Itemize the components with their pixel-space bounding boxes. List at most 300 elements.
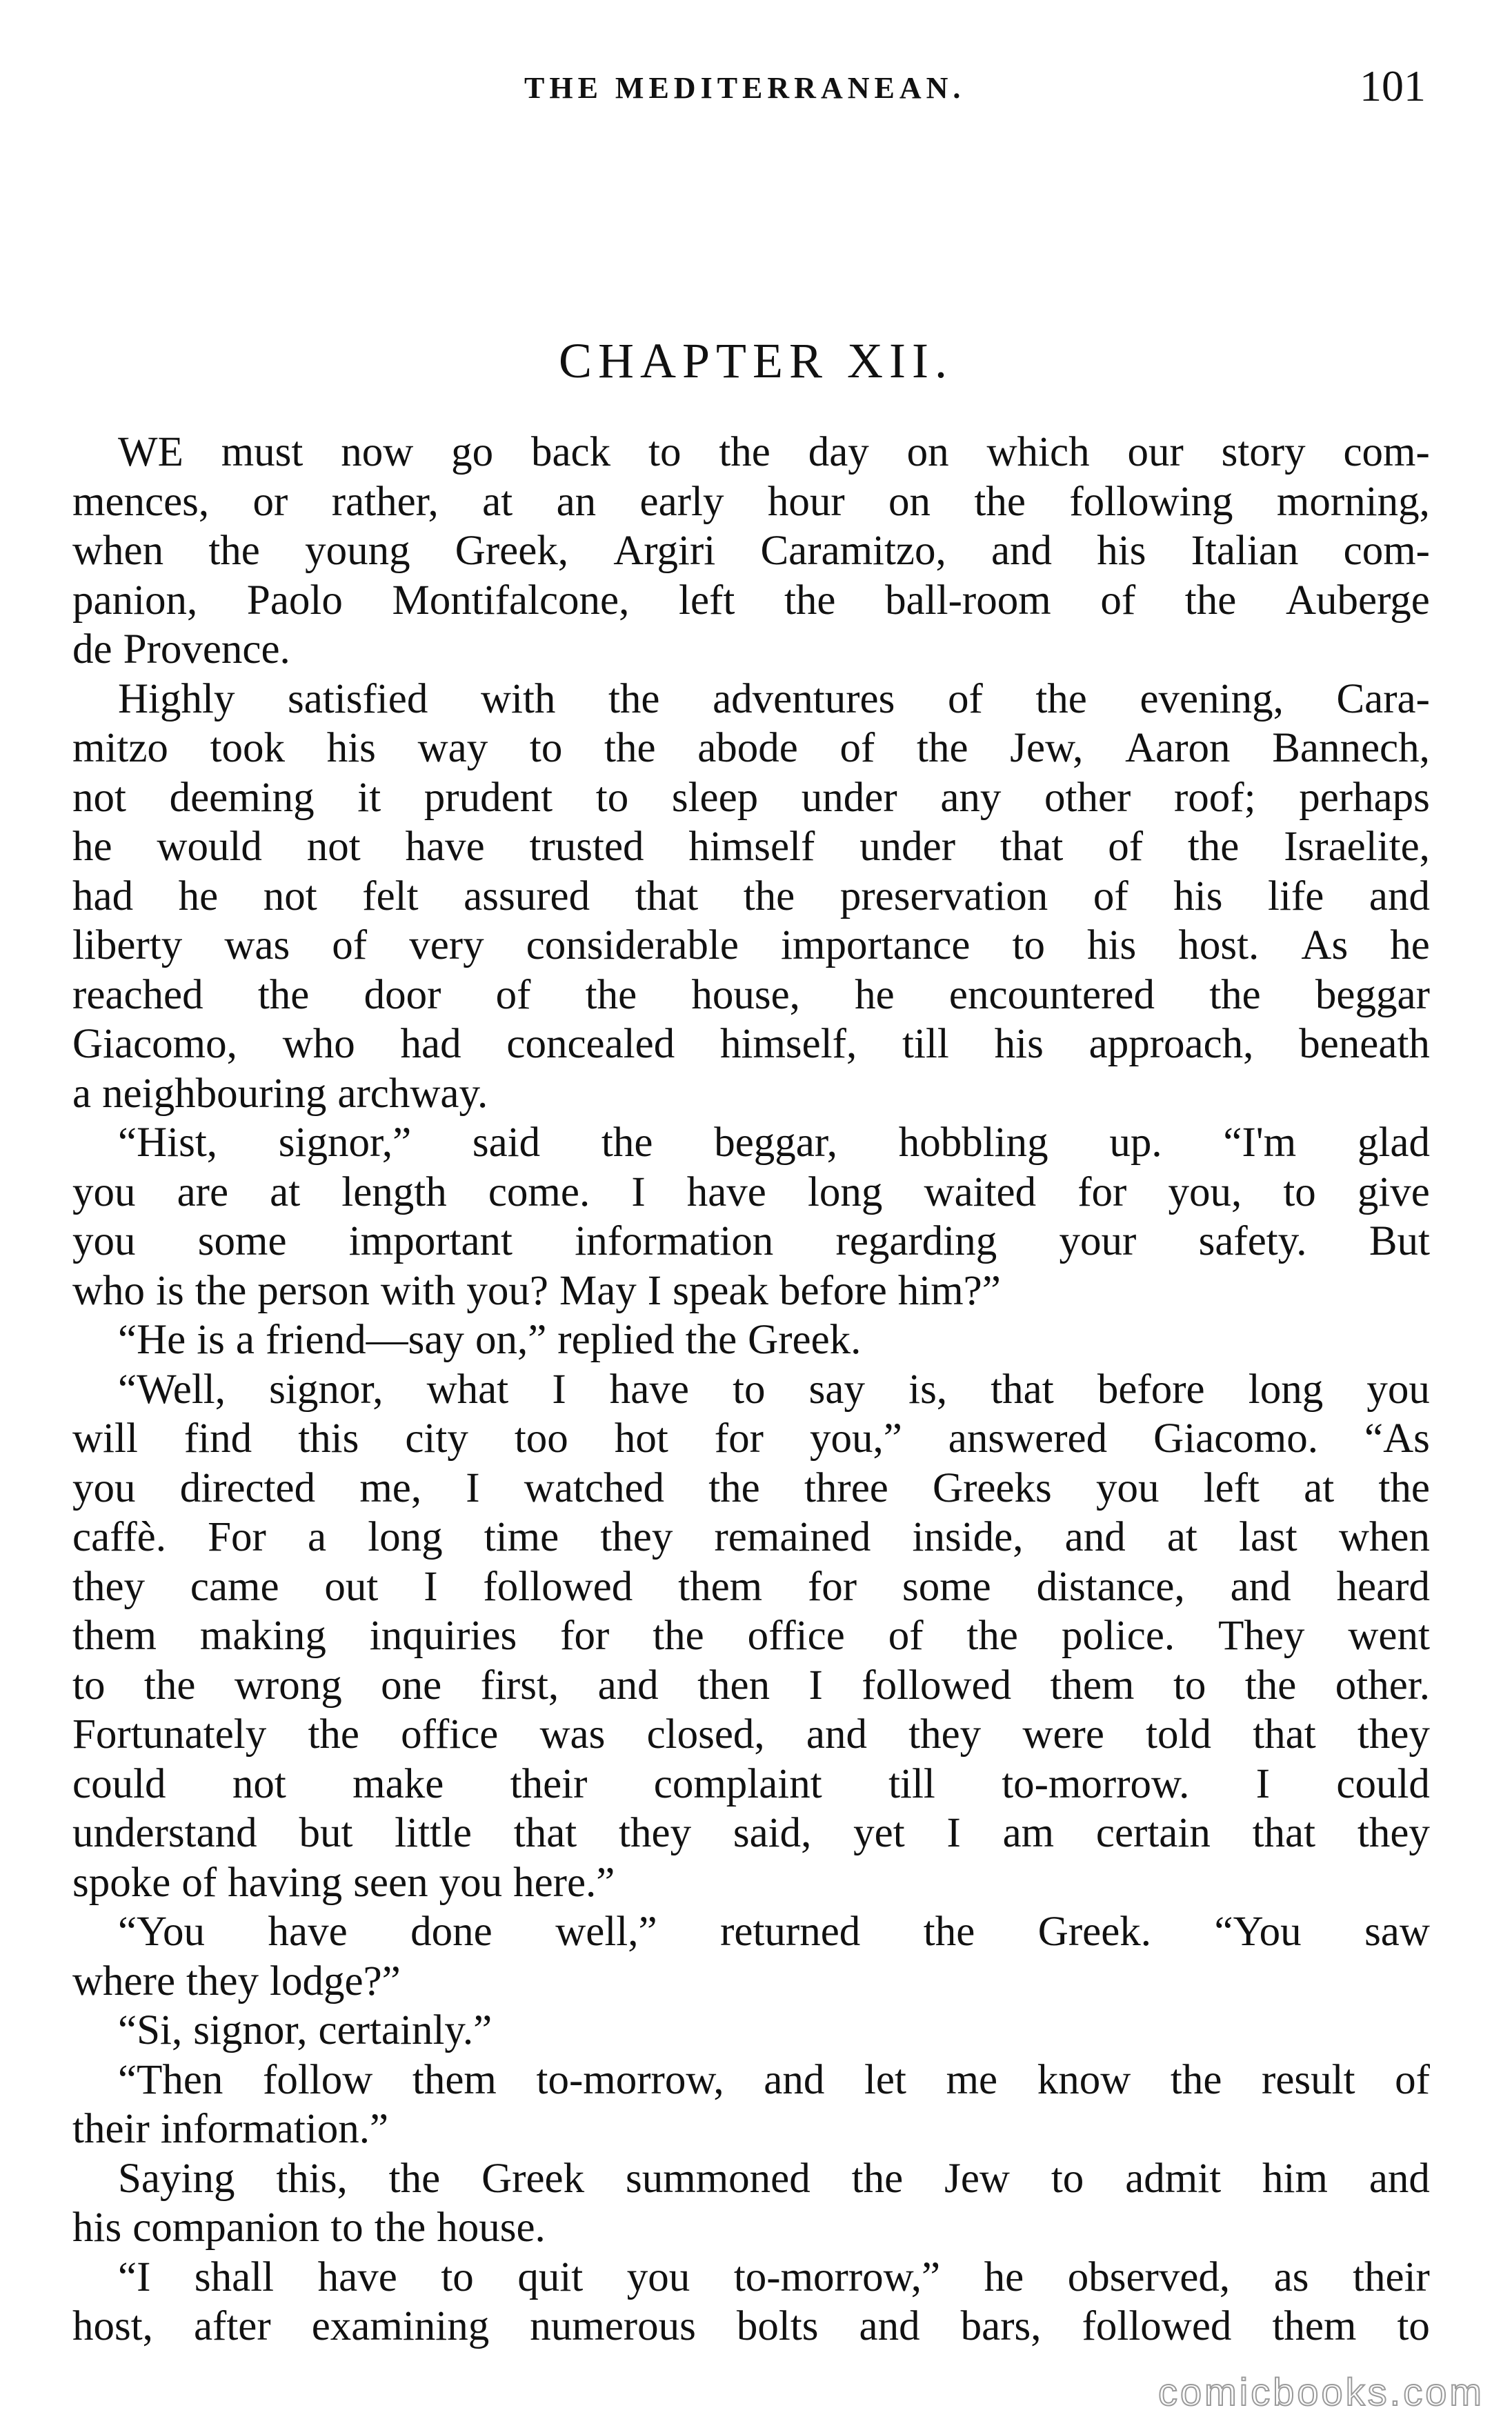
word: them <box>72 1613 157 1659</box>
word: long <box>1248 1366 1324 1413</box>
word: de <box>72 626 112 673</box>
word: and <box>1369 2155 1430 2202</box>
word: they <box>72 1563 146 1610</box>
word: must <box>221 429 304 475</box>
word: preservation <box>839 873 1048 919</box>
word: signor, <box>193 2007 308 2053</box>
word: house. <box>437 2205 546 2251</box>
text-line <box>72 2302 1430 2351</box>
word: life <box>1268 873 1324 919</box>
word: a <box>235 1317 255 1363</box>
word: what <box>426 1366 509 1413</box>
text-line <box>72 1069 1430 1119</box>
word: Highly <box>118 675 235 722</box>
word: safety. <box>1198 1218 1307 1264</box>
text-line <box>72 1315 1430 1365</box>
word: the <box>604 725 656 771</box>
word: speak <box>673 1267 768 1314</box>
word: Montifalcone, <box>392 577 630 624</box>
text-line <box>72 477 1430 527</box>
word: hot <box>614 1415 668 1462</box>
word: go <box>451 429 494 475</box>
word: “I <box>118 2253 151 2300</box>
word: went <box>1348 1613 1430 1659</box>
word: under <box>859 824 956 870</box>
word: office <box>747 1613 845 1659</box>
word: am <box>1002 1810 1055 1856</box>
word: Saying <box>118 2155 235 2202</box>
text-line <box>72 1414 1430 1464</box>
word: I <box>631 1168 646 1215</box>
text-line <box>72 773 1430 823</box>
word: to <box>72 1662 106 1709</box>
word: where <box>72 1958 176 2004</box>
word: Provence. <box>123 626 290 673</box>
word: find <box>183 1415 252 1462</box>
word: perhaps <box>1299 774 1430 821</box>
word: having <box>228 1859 343 1906</box>
word: they <box>619 1810 692 1856</box>
word: is, <box>908 1366 948 1413</box>
word: Jew <box>944 2155 1010 2202</box>
word: our <box>1127 429 1184 475</box>
word: on,” <box>475 1317 547 1363</box>
text-line <box>72 2253 1430 2302</box>
word: quit <box>517 2253 584 2300</box>
word: give <box>1357 1168 1430 1215</box>
word: and <box>1064 1514 1126 1560</box>
word: I <box>647 1267 662 1314</box>
word: of <box>1093 873 1128 919</box>
word: followed <box>1082 2303 1232 2349</box>
text-line <box>72 1809 1430 1858</box>
word: that <box>999 824 1064 870</box>
word: have <box>317 2253 397 2300</box>
word: following <box>1069 478 1233 525</box>
word: the <box>1378 1464 1430 1511</box>
word: for <box>807 1563 857 1610</box>
word: your <box>1059 1218 1137 1264</box>
word: person <box>257 1267 370 1314</box>
word: before <box>1097 1366 1205 1413</box>
word: he <box>855 971 895 1018</box>
word: the <box>685 1317 737 1363</box>
word: concealed <box>506 1021 675 1067</box>
word: companion <box>132 2205 320 2251</box>
word: followed <box>483 1563 633 1610</box>
word: distance, <box>1036 1563 1185 1610</box>
text-line <box>72 2104 1430 2154</box>
word: neighbouring <box>102 1070 327 1117</box>
word: they <box>1357 1810 1430 1856</box>
word: he <box>1390 922 1430 968</box>
word: they <box>908 1711 982 1758</box>
word: Bannech, <box>1272 725 1430 771</box>
word: replied <box>557 1317 675 1363</box>
word: Greek. <box>1037 1909 1152 1955</box>
word: prudent <box>424 774 553 821</box>
word: numerous <box>530 2303 696 2349</box>
text-line <box>72 1661 1430 1711</box>
word: left <box>679 577 735 624</box>
word: who <box>282 1021 355 1067</box>
word: signor,” <box>278 1120 412 1166</box>
word: Greek. <box>748 1317 862 1363</box>
word: me, <box>359 1464 422 1511</box>
word: them <box>1050 1662 1135 1709</box>
word: under <box>801 774 897 821</box>
word: day <box>808 429 869 475</box>
word: “You <box>1214 1909 1302 1955</box>
word: as <box>1273 2253 1309 2300</box>
word: host. <box>1178 922 1260 968</box>
word: said <box>472 1120 541 1166</box>
word: admit <box>1125 2155 1222 2202</box>
word: door <box>364 971 441 1018</box>
word: Fortunately <box>72 1711 267 1758</box>
word: to <box>733 1366 766 1413</box>
word: “He <box>118 1317 186 1363</box>
text-line <box>72 1168 1430 1217</box>
word: directed <box>179 1464 316 1511</box>
word: you <box>1366 1366 1430 1413</box>
word: heard <box>1336 1563 1430 1610</box>
word: “You <box>118 1909 206 1955</box>
word: “Si, <box>118 2007 183 2053</box>
word: and <box>806 1711 867 1758</box>
word: abode <box>697 725 798 771</box>
word: caffè. <box>72 1514 166 1560</box>
word: city <box>405 1415 468 1462</box>
word: the <box>917 725 968 771</box>
text-line <box>72 1760 1430 1809</box>
word: is <box>156 1267 184 1314</box>
word: are <box>177 1168 229 1215</box>
word: to <box>529 725 563 771</box>
word: saw <box>1364 1909 1430 1955</box>
word: you <box>439 1859 503 1906</box>
word: to <box>1173 1662 1206 1709</box>
word: was <box>224 922 290 968</box>
word: the <box>1209 971 1261 1018</box>
word: May <box>559 1267 637 1314</box>
word: you,” <box>809 1415 902 1462</box>
word: or <box>252 478 288 525</box>
word: Giacomo. <box>1153 1415 1319 1462</box>
word: they <box>1357 1711 1430 1758</box>
word: regarding <box>835 1218 997 1264</box>
word: to-morrow,” <box>733 2253 941 2300</box>
word: last <box>1239 1514 1297 1560</box>
word: could <box>72 1760 166 1807</box>
word: the <box>708 1464 760 1511</box>
text-line <box>72 921 1430 971</box>
text-line <box>72 1710 1430 1760</box>
word: would <box>157 824 262 870</box>
word: his <box>72 2205 122 2251</box>
word: you <box>72 1168 136 1215</box>
word: up. <box>1109 1120 1162 1166</box>
word: seen <box>353 1859 428 1906</box>
word: information.” <box>160 2106 389 2152</box>
word: beggar <box>1315 971 1430 1018</box>
word: that <box>1252 1810 1316 1856</box>
word: of <box>888 1613 924 1659</box>
word: their <box>510 1760 588 1807</box>
word: returned <box>720 1909 861 1955</box>
word: As <box>1301 922 1349 968</box>
word: to <box>330 2205 364 2251</box>
word: archway. <box>337 1070 488 1117</box>
word: other. <box>1335 1662 1430 1709</box>
word: this <box>298 1415 359 1462</box>
word: of <box>1108 824 1144 870</box>
word: to <box>441 2253 474 2300</box>
word: the <box>374 2205 426 2251</box>
word: him <box>1262 2155 1328 2202</box>
word: and <box>764 2056 825 2103</box>
word: they <box>600 1514 673 1560</box>
word: at <box>270 1168 301 1215</box>
word: I <box>946 1810 961 1856</box>
word: make <box>352 1760 444 1807</box>
word: watched <box>524 1464 665 1511</box>
word: long <box>807 1168 883 1215</box>
word: I <box>1255 1760 1271 1807</box>
word: assured <box>464 873 590 919</box>
word: answered <box>948 1415 1108 1462</box>
word: with <box>380 1267 456 1314</box>
text-line <box>72 822 1430 872</box>
word: his <box>994 1021 1044 1067</box>
text-line <box>72 1019 1430 1069</box>
word: bolts <box>736 2303 819 2349</box>
word: here.” <box>513 1859 615 1906</box>
word: a <box>308 1514 327 1560</box>
word: their <box>72 2106 150 2152</box>
word: it <box>357 774 381 821</box>
word: result <box>1262 2056 1355 2103</box>
word: “As <box>1364 1415 1430 1462</box>
word: of <box>332 922 368 968</box>
text-line <box>72 1907 1430 1957</box>
word: the <box>143 1662 196 1709</box>
word: the <box>1035 675 1087 722</box>
word: not <box>232 1760 286 1807</box>
word: told <box>1146 1711 1212 1758</box>
word: making <box>199 1613 326 1659</box>
word: not <box>306 824 361 870</box>
text-line <box>72 428 1430 477</box>
word: very <box>409 922 484 968</box>
word: satisfied <box>288 675 428 722</box>
word: young <box>305 528 410 574</box>
word: some <box>902 1563 991 1610</box>
word: wrong <box>234 1662 342 1709</box>
word: ball-room <box>885 577 1051 624</box>
word: considerable <box>526 922 739 968</box>
word: done <box>410 1909 493 1955</box>
word: you? <box>466 1267 548 1314</box>
word: his <box>1087 922 1137 968</box>
word: Auberge <box>1285 577 1430 624</box>
word: I <box>424 1563 438 1610</box>
word: any <box>940 774 1002 821</box>
word: with <box>480 675 556 722</box>
word: who <box>72 1267 146 1314</box>
word: importance <box>781 922 971 968</box>
word: when <box>1338 1514 1430 1560</box>
word: at <box>1166 1514 1197 1560</box>
word: Paolo <box>246 577 343 624</box>
word: trusted <box>529 824 644 870</box>
word: deeming <box>169 774 315 821</box>
word: spoke <box>72 1859 171 1906</box>
word: you, <box>1168 1168 1242 1215</box>
word: lodge?” <box>270 1958 401 2004</box>
word: of <box>495 971 531 1018</box>
word: have <box>686 1168 766 1215</box>
text-line <box>72 2203 1430 2253</box>
word: out <box>324 1563 379 1610</box>
word: host, <box>72 2303 153 2349</box>
word: he <box>984 2253 1024 2300</box>
word: But <box>1369 1218 1430 1264</box>
word: inquiries <box>369 1613 517 1659</box>
word: him?” <box>897 1267 1001 1314</box>
word: and <box>991 528 1053 574</box>
word: at <box>1304 1464 1335 1511</box>
word: the <box>743 873 795 919</box>
word: which <box>986 429 1090 475</box>
word: on <box>906 429 949 475</box>
word: “Then <box>118 2056 223 2103</box>
word: not <box>72 774 126 821</box>
text-line <box>72 872 1430 922</box>
word: evening, <box>1140 675 1284 722</box>
word: will <box>72 1415 138 1462</box>
word: I <box>552 1366 566 1413</box>
word: Italian <box>1191 528 1299 574</box>
word: the <box>308 1711 359 1758</box>
word: the <box>966 1613 1018 1659</box>
text-line <box>72 1266 1430 1316</box>
word: the <box>257 971 310 1018</box>
word: know <box>1037 2056 1131 2103</box>
word: the <box>585 971 637 1018</box>
word: was <box>539 1711 606 1758</box>
word: the <box>1170 2056 1222 2103</box>
word: summoned <box>626 2155 810 2202</box>
word: signor, <box>269 1366 384 1413</box>
word: information <box>575 1218 774 1264</box>
word: understand <box>72 1810 257 1856</box>
word: little <box>395 1810 472 1856</box>
word: sleep <box>671 774 759 821</box>
word: certain <box>1095 1810 1211 1856</box>
word: the <box>653 1613 704 1659</box>
word: the <box>851 2155 904 2202</box>
word: For <box>208 1514 266 1560</box>
word: approach, <box>1088 1021 1254 1067</box>
word: Caramitzo, <box>760 528 946 574</box>
chapter-heading: CHAPTER XII. <box>559 333 953 388</box>
word: way <box>417 725 488 771</box>
word: to-morrow, <box>536 2056 724 2103</box>
word: before <box>779 1267 887 1314</box>
word: one <box>381 1662 442 1709</box>
word: for <box>1077 1168 1127 1215</box>
text-line <box>72 1858 1430 1908</box>
text-line <box>72 1611 1430 1661</box>
word: to <box>595 774 629 821</box>
word: on <box>888 478 931 525</box>
body-text <box>72 428 1430 2351</box>
word: too <box>514 1415 568 1462</box>
word: to <box>1051 2155 1084 2202</box>
word: had <box>400 1021 461 1067</box>
word: and <box>859 2303 920 2349</box>
word: Jew, <box>1010 725 1084 771</box>
word: for <box>560 1613 610 1659</box>
word: of <box>1395 2056 1430 2103</box>
word: “Hist, <box>118 1120 218 1166</box>
word: the <box>719 429 770 475</box>
word: till <box>902 1021 949 1067</box>
word: com- <box>1343 528 1430 574</box>
word: them <box>412 2056 497 2103</box>
word: took <box>210 725 286 771</box>
word: complaint <box>653 1760 822 1807</box>
word: of <box>839 725 875 771</box>
word: time <box>484 1514 559 1560</box>
word: them <box>1272 2303 1357 2349</box>
word: reached <box>72 971 203 1018</box>
word: mitzo <box>72 725 168 771</box>
word: is <box>197 1317 225 1363</box>
text-line <box>72 971 1430 1020</box>
word: now <box>341 429 414 475</box>
word: observed, <box>1067 2253 1231 2300</box>
word: his <box>1173 873 1223 919</box>
word: WE <box>118 429 183 475</box>
word: rather, <box>331 478 439 525</box>
word: and <box>1369 873 1430 919</box>
word: roof; <box>1173 774 1256 821</box>
word: morning, <box>1276 478 1430 525</box>
word: the <box>195 1267 247 1314</box>
word: followed <box>862 1662 1012 1709</box>
word: till <box>888 1760 935 1807</box>
word: that <box>991 1366 1054 1413</box>
word: early <box>639 478 724 525</box>
word: of <box>947 675 983 722</box>
word: of <box>181 1859 217 1906</box>
word: but <box>299 1810 353 1856</box>
text-line <box>72 2006 1430 2056</box>
word: said, <box>733 1810 812 1856</box>
text-line <box>72 1118 1430 1168</box>
word: they <box>186 1958 259 2004</box>
word: Greek <box>481 2155 585 2202</box>
word: the <box>601 1120 653 1166</box>
word: have <box>268 1909 348 1955</box>
text-line <box>72 724 1430 773</box>
word: that <box>1253 1711 1316 1758</box>
word: yet <box>853 1810 905 1856</box>
word: to <box>648 429 682 475</box>
text-line <box>72 625 1430 675</box>
